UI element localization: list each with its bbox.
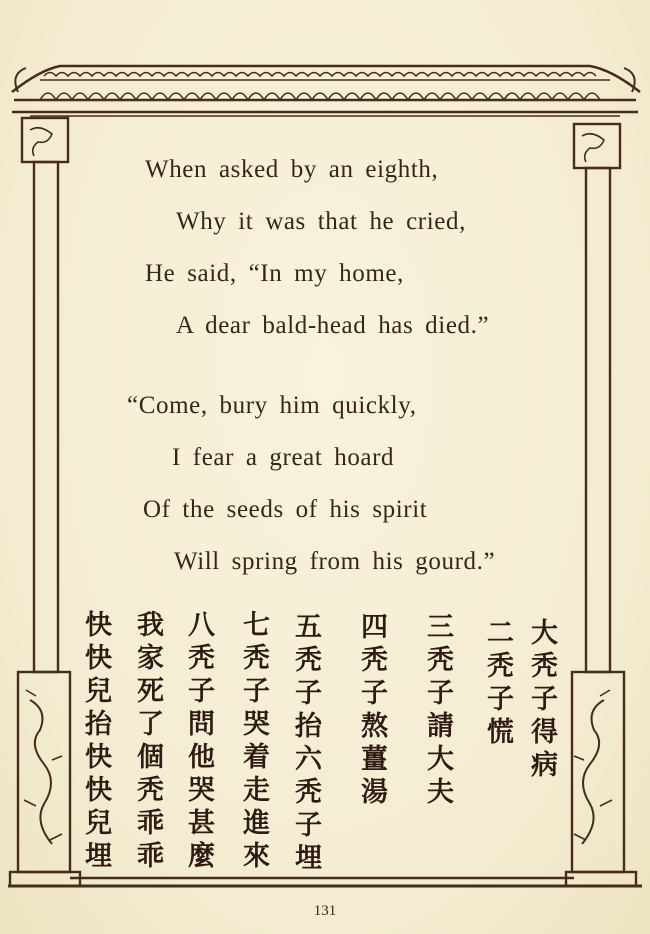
poem-line: Of the seeds of his spirit — [143, 496, 428, 523]
poem-line: Why it was that he cried, — [176, 208, 466, 235]
chinese-verse-column: 我家死了個秃乖乖 — [132, 610, 163, 874]
left-pillar — [10, 118, 80, 886]
right-pillar — [566, 124, 636, 886]
poem-line: “Come, bury him quickly, — [127, 392, 417, 419]
chinese-verse-column: 七秃子哭着走進來 — [238, 610, 269, 874]
base-rail — [8, 878, 642, 886]
page-number: 131 — [313, 903, 337, 919]
chinese-verse-column: 四秃子熬薑湯 — [356, 612, 387, 810]
poem-line: When asked by an eighth, — [145, 156, 439, 183]
chinese-verse-column: 快快兒抬快快兒埋 — [80, 610, 111, 874]
poem-line: I fear a great hoard — [172, 444, 395, 471]
chinese-verse-column: 大秃子得病 — [526, 618, 557, 783]
chinese-verse-column: 八秃子問他哭甚麼 — [183, 610, 214, 874]
poem-line: A dear bald-head has died.” — [176, 312, 490, 339]
chinese-verse-column: 二秃子慌 — [482, 618, 513, 750]
poem-line: He said, “In my home, — [145, 260, 404, 287]
chinese-verse-column: 三秃子請大夫 — [422, 612, 453, 810]
roof-tiles — [15, 68, 634, 100]
poem-line: Will spring from his gourd.” — [174, 548, 496, 575]
chinese-verse-column: 五秃子抬六秃子埋 — [290, 612, 321, 876]
